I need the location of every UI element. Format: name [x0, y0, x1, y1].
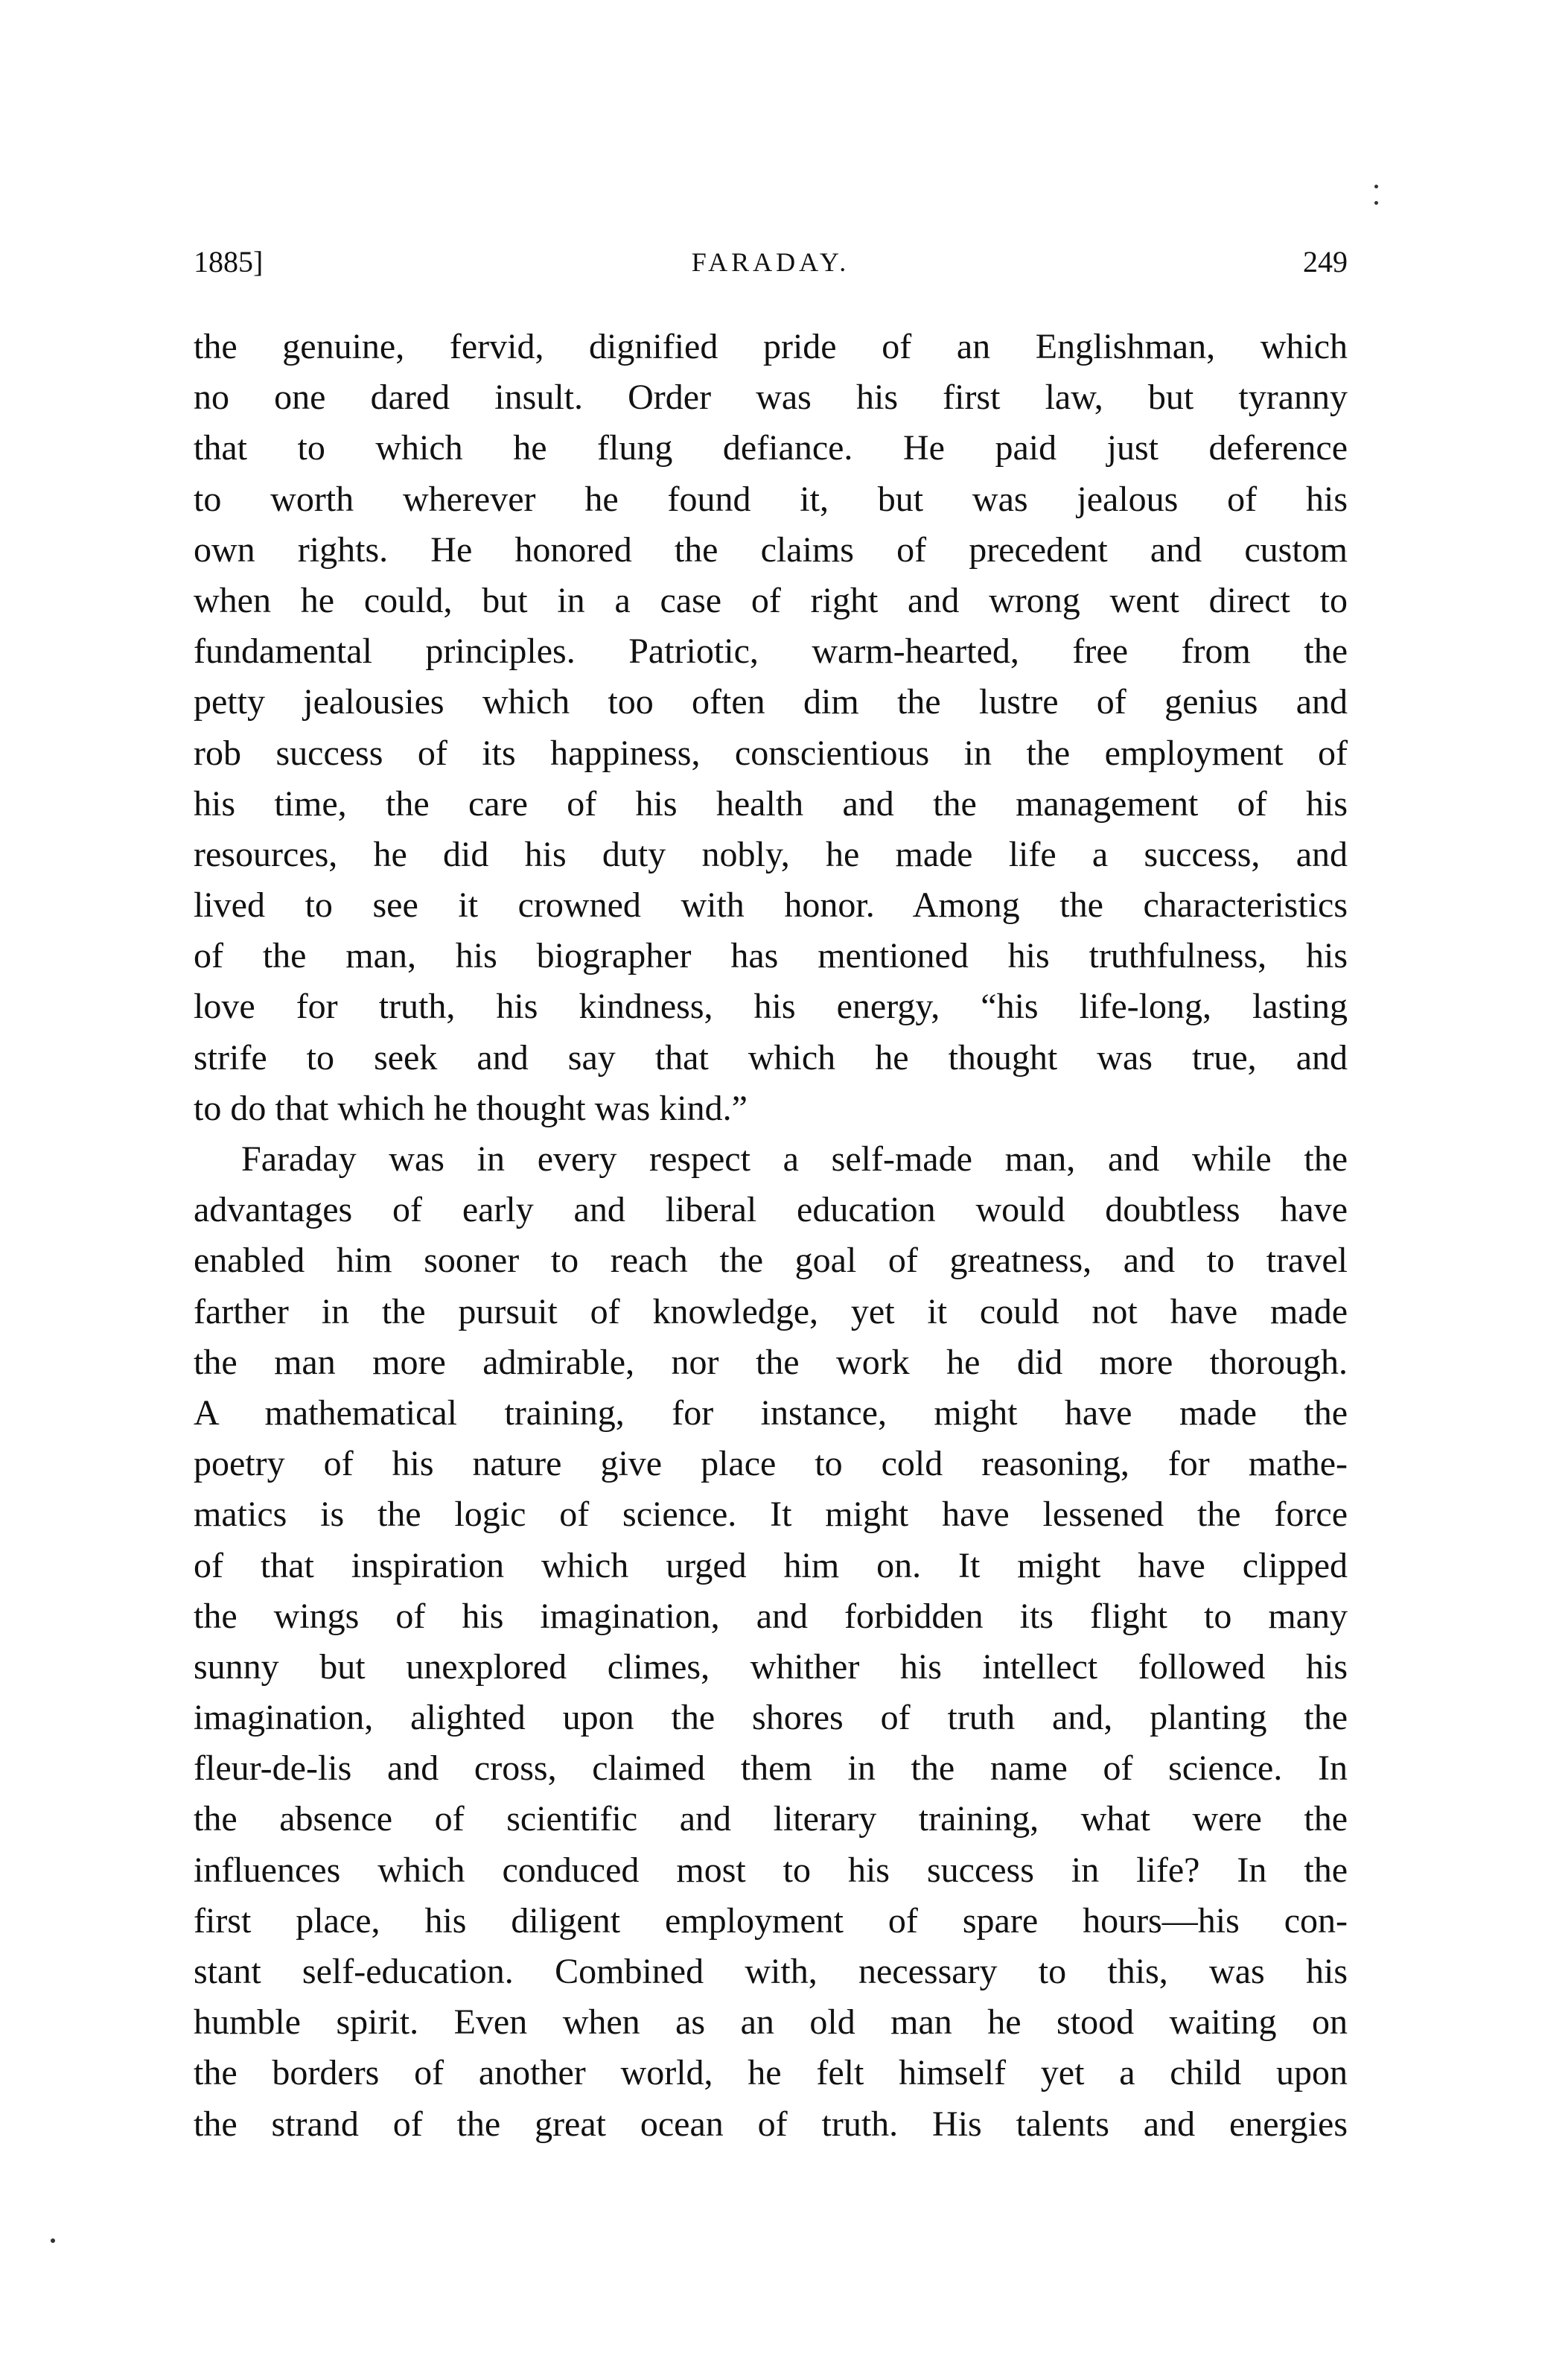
text-line: of the man, his biographer has mentioned his truthfulness, his	[194, 936, 1348, 976]
speck-mark	[1374, 201, 1378, 205]
text-line: lived to see it crowned with honor. Among the characteristics	[194, 885, 1348, 926]
text-line: the borders of another world, he felt himself yet a child upon	[194, 2053, 1348, 2093]
text-line: fundamental principles. Patriotic, warm-hearted, free from the	[194, 631, 1348, 672]
text-line: the genuine, fervid, dignified pride of an Englishman, which	[194, 327, 1348, 366]
text-line: of that inspiration which urged him on. It might have clipped	[194, 1545, 1348, 1585]
text-line: sunny but unexplored climes, whither his intellect followed his	[194, 1646, 1348, 1687]
page-header	[194, 240, 1348, 284]
text-line: matics is the logic of science. It might have lessened the force	[194, 1495, 1348, 1535]
text-line: enabled him sooner to reach the goal of greatness, and to travel	[194, 1241, 1348, 1281]
text-line: to worth wherever he found it, but was jealous of his	[194, 479, 1348, 519]
running-title: FARADAY.	[691, 247, 850, 277]
text-line: farther in the pursuit of knowledge, yet it could not have made	[194, 1291, 1348, 1331]
text-line: Faraday was in every respect a self-made man, and while the	[241, 1139, 1348, 1179]
text-line: the strand of the great ocean of truth. His talents and energies	[194, 2104, 1348, 2144]
text-line: love for truth, his kindness, his energy, “his life-long, lasting	[194, 987, 1348, 1027]
text-line: rob success of its happiness, conscientious in the employment of	[194, 733, 1348, 773]
text-line: fleur-de-lis and cross, claimed them in the name of science. In	[194, 1748, 1348, 1789]
text-line: the wings of his imagination, and forbidden its flight to many	[194, 1596, 1348, 1636]
text-line: the absence of scientific and literary training, what were the	[194, 1799, 1348, 1839]
speck-mark	[51, 2238, 55, 2243]
text-line: to do that which he thought was kind.”	[194, 1088, 748, 1128]
text-line: own rights. He honored the claims of precedent and custom	[194, 529, 1348, 570]
text-line: humble spirit. Even when as an old man he stood waiting on	[194, 2002, 1348, 2043]
text-line: A mathematical training, for instance, might have made the	[194, 1393, 1348, 1433]
text-line: no one dared insult. Order was his first law, but tyranny	[194, 378, 1348, 418]
text-line: poetry of his nature give place to cold reasoning, for mathe-	[194, 1444, 1348, 1484]
header-year: 1885]	[194, 245, 264, 279]
text-line: stant self-education. Combined with, necessary to this, was his	[194, 1952, 1348, 1991]
text-line: first place, his diligent employment of spare hours—his con-	[194, 1900, 1348, 1941]
text-line: his time, the care of his health and the management of his	[194, 783, 1348, 824]
speck-mark	[1374, 185, 1378, 188]
text-line: the man more admirable, nor the work he did more thorough.	[194, 1342, 1348, 1382]
page-number: 249	[1303, 245, 1348, 279]
text-line: petty jealousies which too often dim the lustre of genius and	[194, 682, 1348, 722]
text-line: when he could, but in a case of right and wrong went direct to	[194, 580, 1348, 620]
text-line: strife to seek and say that which he thought was true, and	[194, 1037, 1348, 1078]
body-text	[194, 322, 1348, 2150]
text-line: resources, he did his duty nobly, he made life a success, and	[194, 834, 1348, 874]
text-line: that to which he flung defiance. He paid just deference	[194, 428, 1348, 468]
text-line: imagination, alighted upon the shores of truth and, planting the	[194, 1698, 1348, 1738]
text-line: influences which conduced most to his success in life? In the	[194, 1850, 1348, 1890]
text-line: advantages of early and liberal education would doubtless have	[194, 1190, 1348, 1230]
